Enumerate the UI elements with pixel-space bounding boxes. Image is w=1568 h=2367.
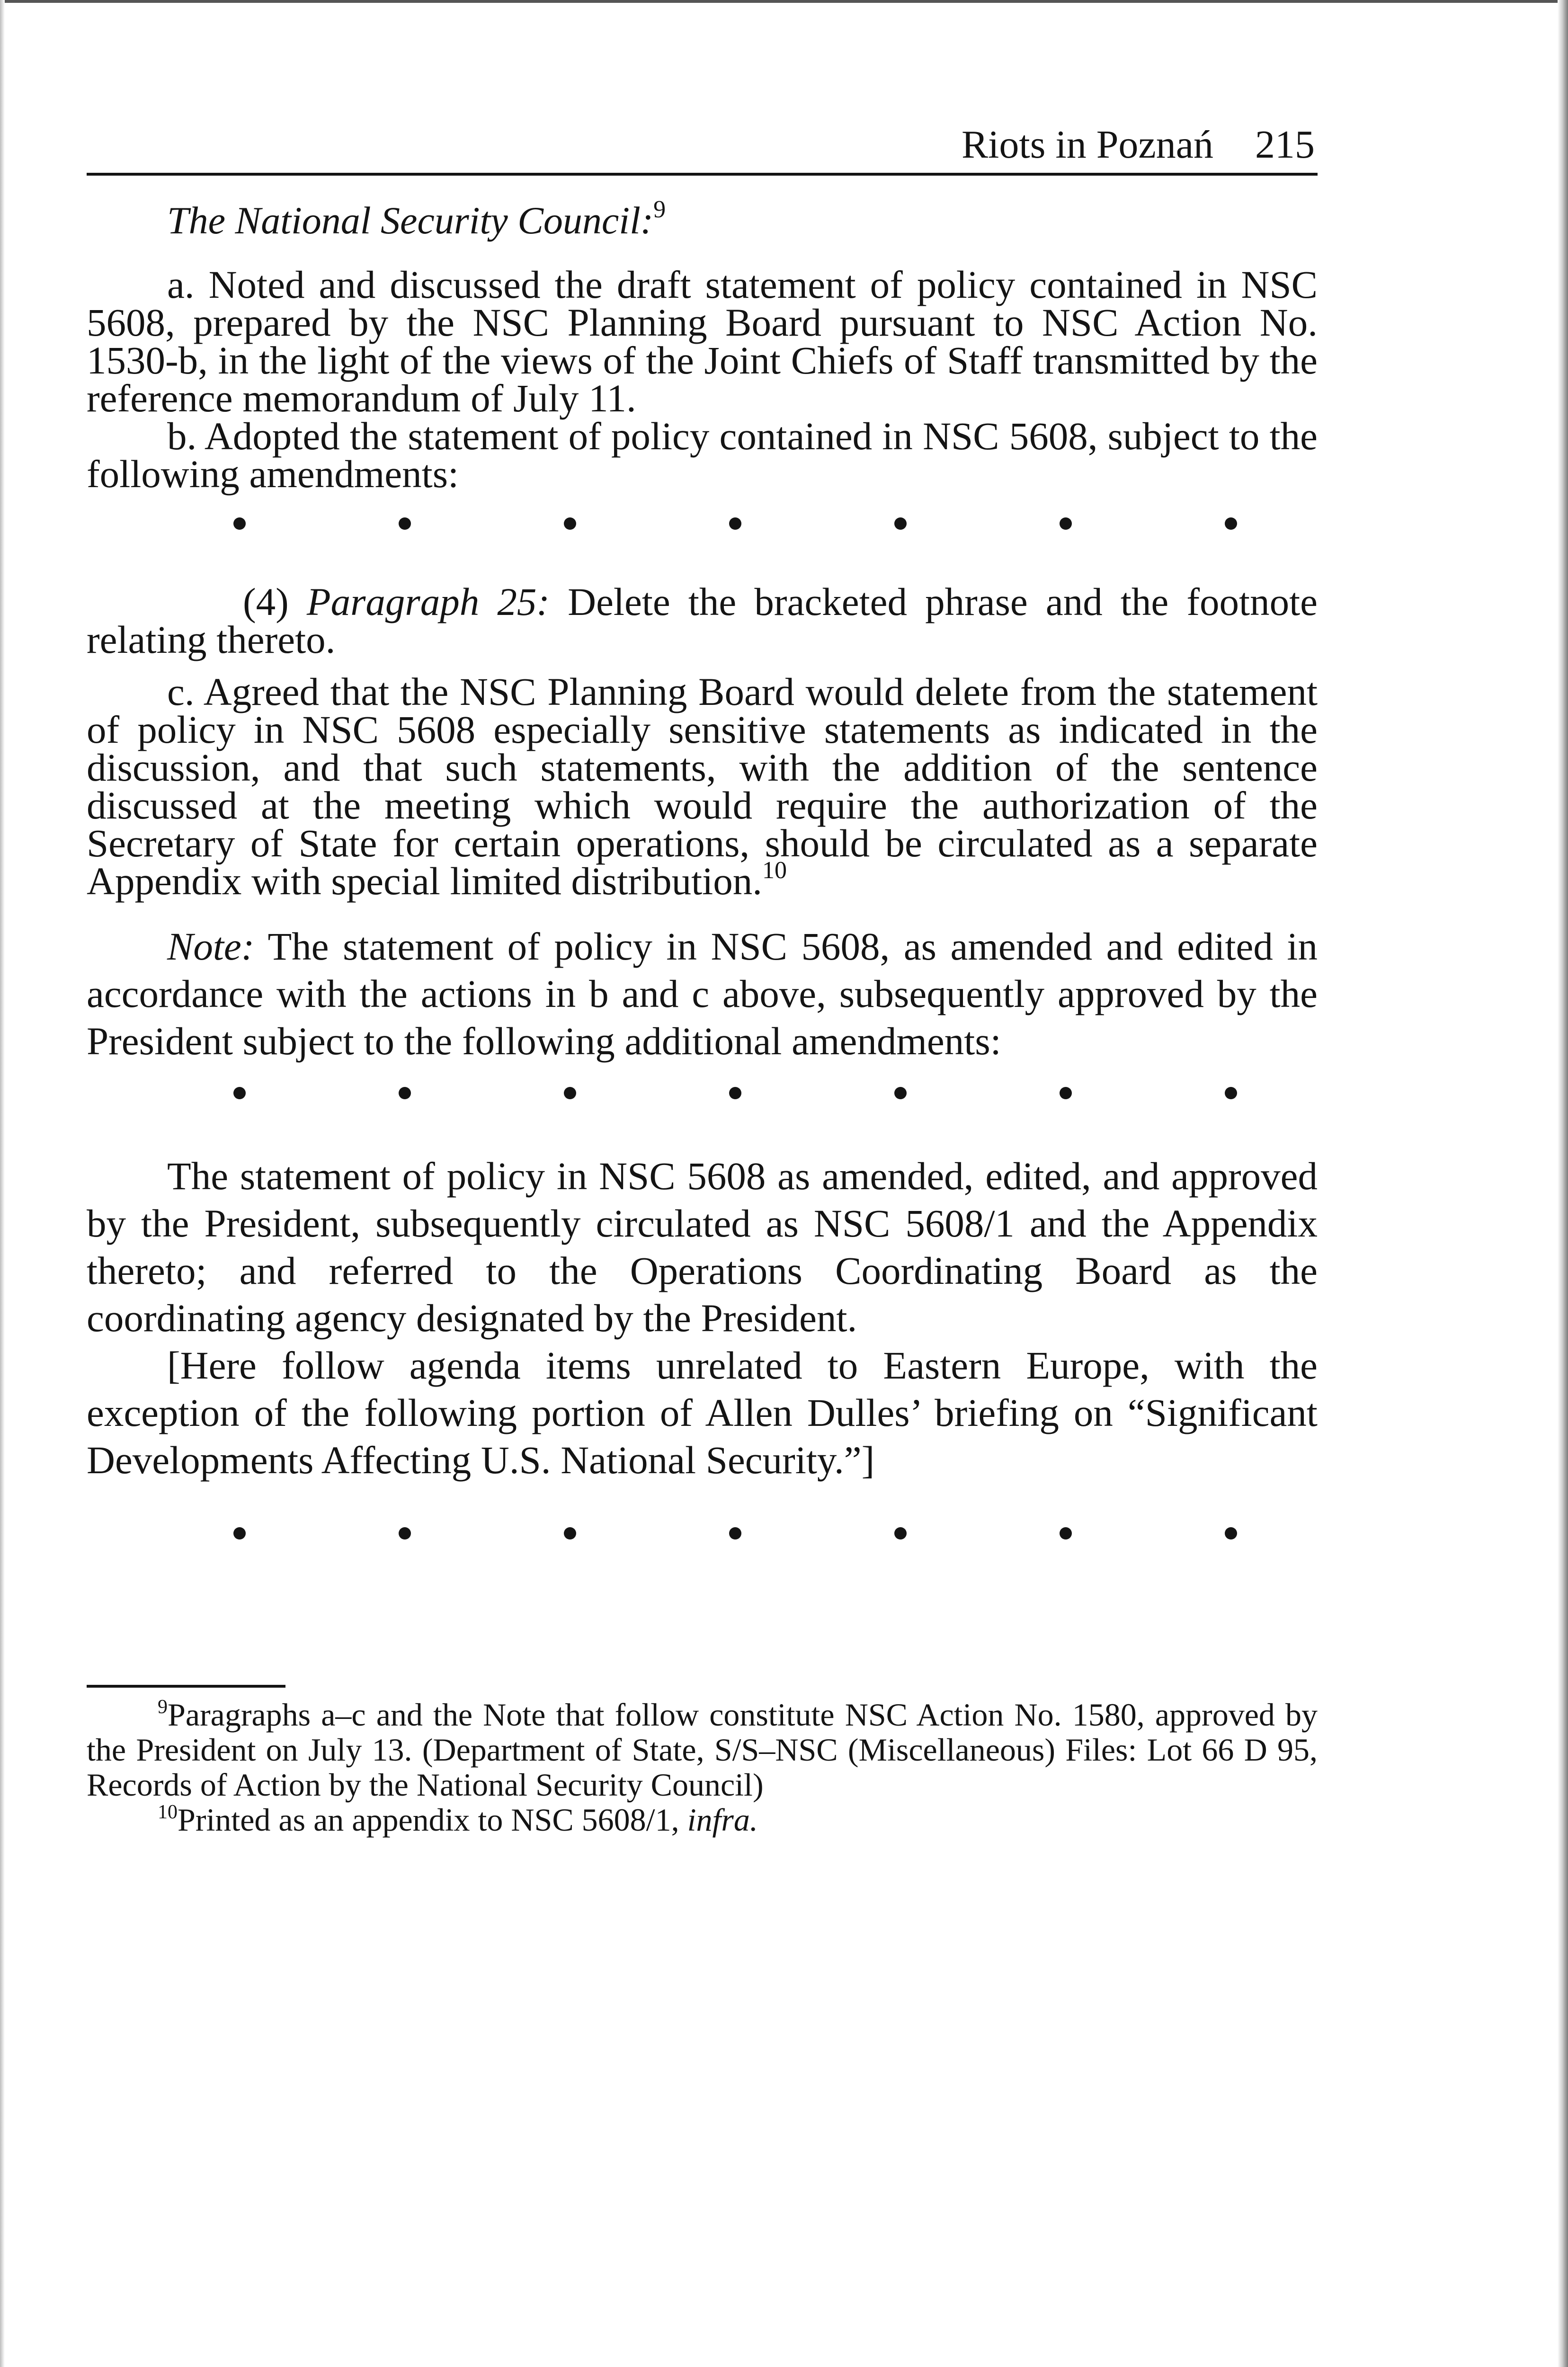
ellipsis-dot: [729, 1087, 741, 1099]
amendment-label: Paragraph 25:: [306, 580, 550, 623]
ellipsis-dot: [233, 517, 246, 530]
ellipsis-dot: [729, 1527, 741, 1539]
footnote-9: [87, 1697, 1318, 1802]
omission-ellipsis-1: [87, 514, 1318, 533]
ellipsis-dot: [233, 1527, 246, 1539]
footnote-10-text: Printed as an appendix to NSC 5608/1,: [178, 1802, 679, 1838]
page-top-edge: [0, 0, 1568, 3]
section-heading: [167, 195, 1318, 247]
ellipsis-dot: [729, 517, 741, 530]
ellipsis-dot: [894, 517, 907, 530]
ellipsis-dot: [1060, 517, 1072, 530]
ellipsis-dot: [1225, 1087, 1237, 1099]
note-text: The statement of policy in NSC 5608, as amended and edited in accordance with the actions in b and c above, subsequently approved by the President subject to the following additional amendments:: [87, 925, 1318, 1063]
amendment-4: [87, 580, 1318, 661]
note-paragraph: [87, 923, 1318, 1065]
page-binding-edge: [1558, 0, 1568, 2367]
paragraph-a: a. Noted and discussed the draft statement of policy contained in NSC 5608, prepared by the NSC Planning Board pursuant to NSC Action No. 1530-b, in the light of the views of the Joint Chiefs of Staff transmitted by the reference memorandum of July 11.: [87, 263, 1318, 420]
ellipsis-dot: [564, 517, 576, 530]
ellipsis-dot: [399, 517, 411, 530]
ellipsis-dot: [1225, 517, 1237, 530]
footnote-10-marker: 10: [158, 1801, 178, 1823]
paragraph-b: b. Adopted the statement of policy contained in NSC 5608, subject to the following amendments:: [87, 414, 1318, 496]
paragraph-c-text: c. Agreed that the NSC Planning Board would delete from the statement of policy in NSC 5608 especially sensitive statements as indicated in the discussion, and that such statements, with the addition of the sentence discussed at the meeting which would require the authorization of the Secretary of State for certain operations, should be circulated as a separate Appendix with special limited distribution.: [87, 670, 1318, 903]
page-left-edge: [0, 0, 5, 2367]
ellipsis-dot: [894, 1087, 907, 1099]
ellipsis-dot: [564, 1527, 576, 1539]
text-column: [87, 121, 1318, 1837]
page-number: 215: [1255, 123, 1315, 167]
omission-ellipsis-2: [87, 1084, 1318, 1103]
omission-ellipsis-3: [87, 1524, 1318, 1543]
ellipsis-dot: [1060, 1527, 1072, 1539]
note-label: Note:: [167, 925, 255, 968]
footnote-9-text: Paragraphs a–c and the Note that follow constitute NSC Action No. 1580, approved by the President on July 13. (Department of State, S/S–NSC (Miscellaneous) Files: Lot 66 D 95, Records of Action by the National Security Council): [87, 1697, 1318, 1803]
paragraph-bracketed: [Here follow agenda items unrelated to Eastern Europe, with the exception of the following portion of Allen Dulles’ briefing on “Significant Developments Affecting U.S. National Security.”]: [87, 1344, 1318, 1482]
ellipsis-dot: [894, 1527, 907, 1539]
ellipsis-dot: [1060, 1087, 1072, 1099]
amendment-number: (4): [243, 580, 289, 623]
footnote-10: [87, 1802, 1318, 1837]
ellipsis-dot: [564, 1087, 576, 1099]
running-head: [87, 121, 1318, 176]
section-heading-text: The National Security Council:: [167, 199, 654, 242]
footnote-ref-9: 9: [653, 196, 666, 223]
footnote-ref-10: 10: [762, 857, 787, 884]
footnote-10-italic: infra.: [687, 1802, 758, 1838]
ellipsis-dot: [399, 1527, 411, 1539]
running-head-title: Riots in Poznań: [961, 123, 1213, 167]
paragraph-circulated: The statement of policy in NSC 5608 as amended, edited, and approved by the President, subsequently circulated as NSC 5608/1 and the Appendix thereto; and referred to the Operations Coordinating Board as the coordinating agency designated by the President.: [87, 1154, 1318, 1340]
paragraph-c: [87, 670, 1318, 903]
footnote-rule: [87, 1685, 285, 1688]
ellipsis-dot: [1225, 1527, 1237, 1539]
footnote-9-marker: 9: [158, 1696, 168, 1718]
ellipsis-dot: [399, 1087, 411, 1099]
ellipsis-dot: [233, 1087, 246, 1099]
amendment-text: Delete the bracketed phrase and the footnote relating thereto.: [87, 580, 1318, 661]
